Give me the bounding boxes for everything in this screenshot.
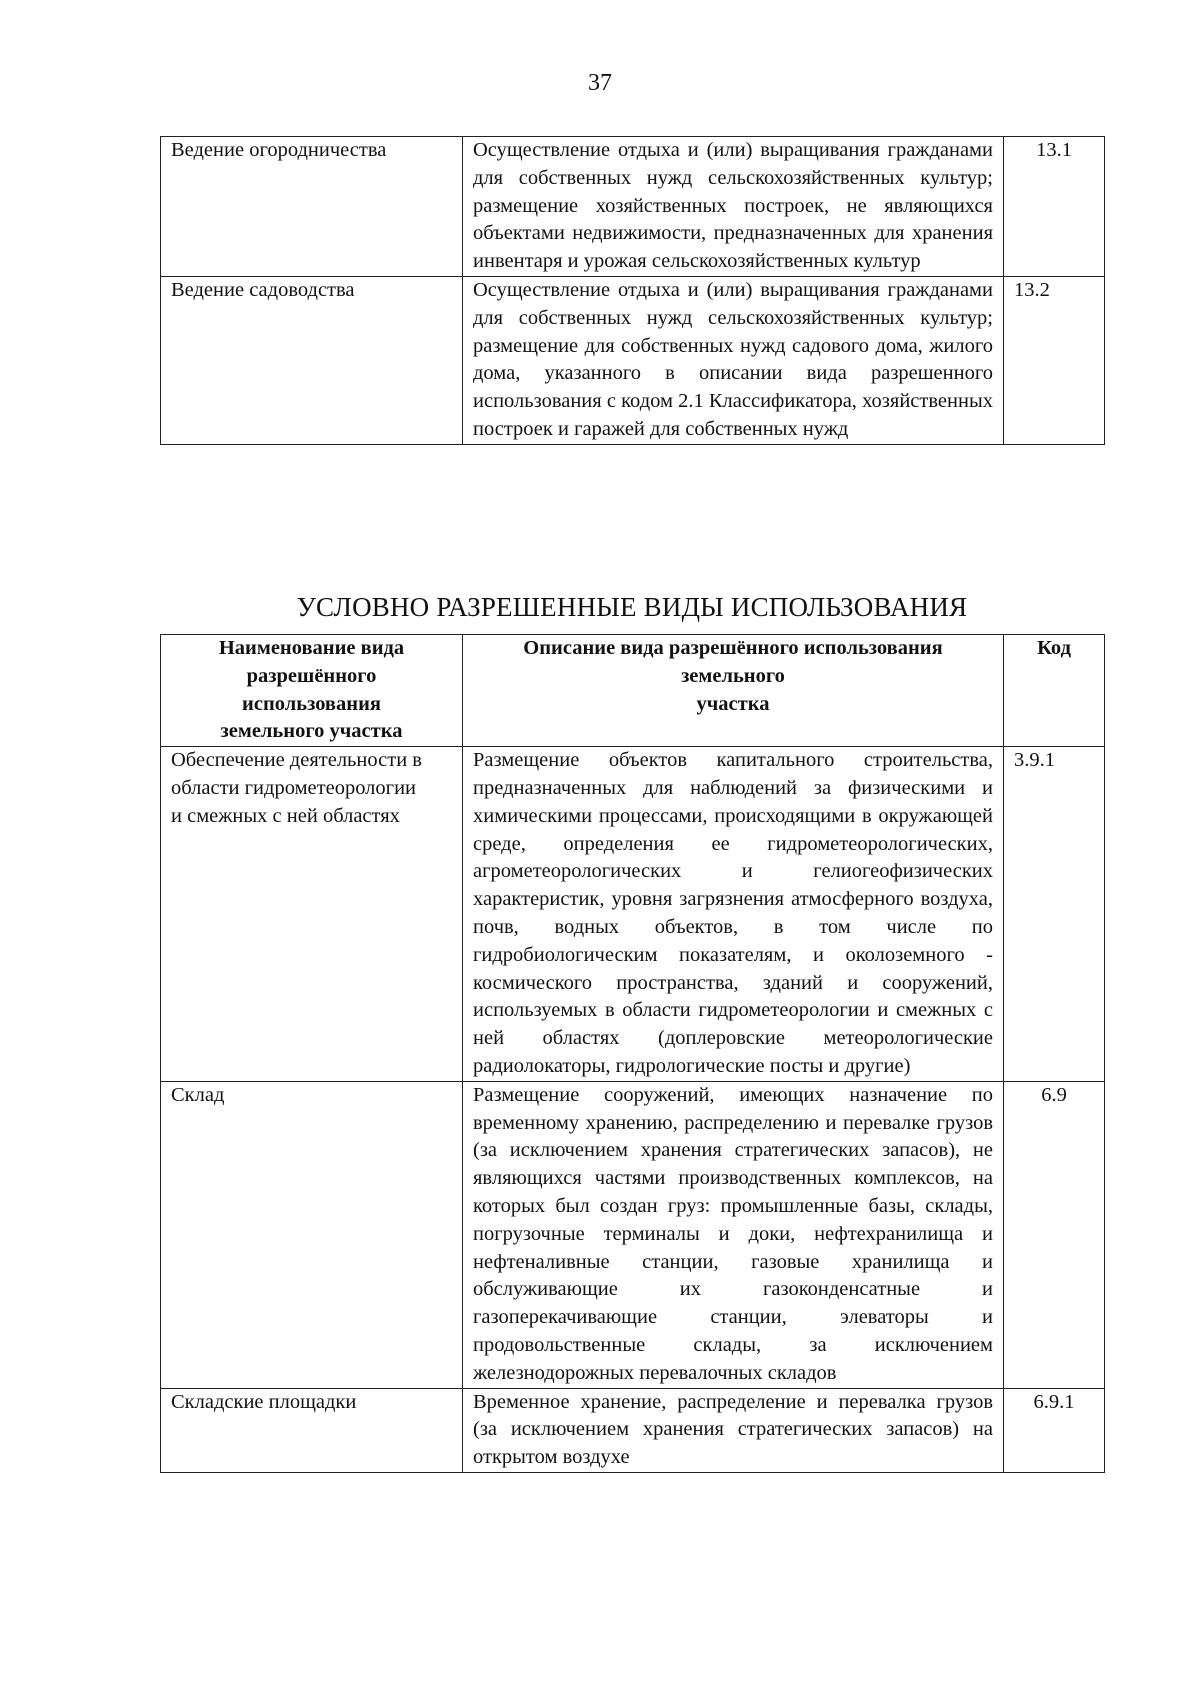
use-description-cell: Размещение объектов капитального строительства, предназначенных для наблюдений за физическими и химическими процессами, происходящими в окружающей среде, определения ее гидрометеорологических, агрометеорологических и гелиогеофизических характеристик, уровня загрязнения атмосферного воздуха, почв, водных объектов, в том числе по гидробиологическим показателям, и околоземного - космического пространства, зданий и сооружений, используемых в области гидрометеорологии и смежных с ней областях (доплеровские метеорологические радиолокаторы, гидрологические посты и другие) (463, 747, 1004, 1082)
use-description-cell: Временное хранение, распределение и перевалка грузов (за исключением хранения стратегических запасов) на открытом воздухе (463, 1388, 1004, 1472)
permitted-uses-table-continued (160, 136, 1105, 445)
section-title: УСЛОВНО РАЗРЕШЕННЫЕ ВИДЫ ИСПОЛЬЗОВАНИЯ (296, 592, 968, 622)
table-row (161, 276, 1105, 444)
use-name-cell: Обеспечение деятельности в области гидрометеорологии и смежных с ней областях (161, 747, 463, 1082)
header-name: Наименование вида разрешённого использования земельного участка (161, 635, 463, 747)
header-code: Код (1004, 635, 1105, 747)
page-number: 37 (588, 70, 612, 96)
use-code-cell: 3.9.1 (1004, 747, 1105, 1082)
table-row (161, 747, 1105, 1082)
use-description-cell: Осуществление отдыха и (или) выращивания гражданами для собственных нужд сельскохозяйственных культур; размещение хозяйственных построек, не являющихся объектами недвижимости, предназначенных для хранения инвентаря и урожая сельскохозяйственных культур (463, 137, 1004, 277)
header-description: Описание вида разрешённого использования земельного участка (463, 635, 1004, 747)
table-row (161, 1081, 1105, 1388)
use-code-cell: 6.9.1 (1004, 1388, 1105, 1472)
table-row (161, 137, 1105, 277)
use-code-cell: 13.2 (1004, 276, 1105, 444)
use-name-cell: Склад (161, 1081, 463, 1388)
conditional-uses-table (160, 634, 1105, 1473)
use-code-cell: 13.1 (1004, 137, 1105, 277)
use-description-cell: Осуществление отдыха и (или) выращивания гражданами для собственных нужд сельскохозяйственных культур; размещение для собственных нужд садового дома, жилого дома, указанного в описании вида разрешенного использования с кодом 2.1 Классификатора, хозяйственных построек и гаражей для собственных нужд (463, 276, 1004, 444)
use-name-cell: Ведение огородничества (161, 137, 463, 277)
table-row (161, 1388, 1105, 1472)
use-name-cell: Ведение садоводства (161, 276, 463, 444)
use-code-cell: 6.9 (1004, 1081, 1105, 1388)
use-description-cell: Размещение сооружений, имеющих назначение по временному хранению, распределению и перевалке грузов (за исключением хранения стратегических запасов), не являющихся частями производственных комплексов, на которых был создан груз: промышленные базы, склады, погрузочные терминалы и доки, нефтехранилища и нефтеналивные станции, газовые хранилища и обслуживающие их газоконденсатные и газоперекачивающие станции, элеваторы и продовольственные склады, за исключением железнодорожных перевалочных складов (463, 1081, 1004, 1388)
table-header-row (161, 635, 1105, 747)
use-name-cell: Складские площадки (161, 1388, 463, 1472)
